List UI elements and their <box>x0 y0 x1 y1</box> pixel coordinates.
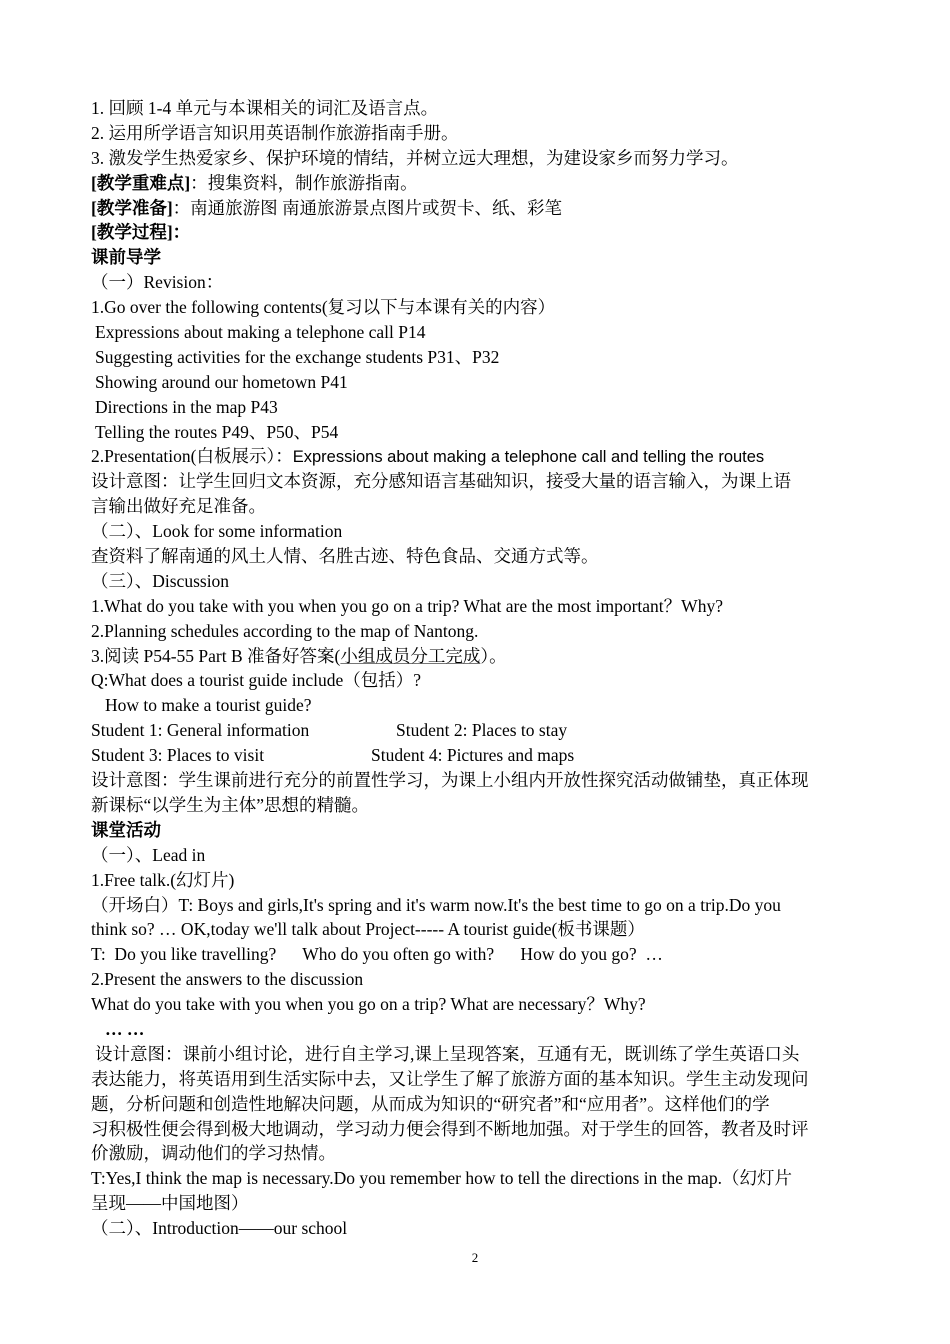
discussion-q3-underlined: 小组成员分工完成 <box>340 645 481 666</box>
lead-in-heading: （一）、Lead in <box>91 844 206 865</box>
presentation-line <box>91 444 863 469</box>
document-body <box>91 96 863 1241</box>
design-intent-3d: 习积极性便会得到极大地调动，学习动力便会得到不断地加强。对于学生的回答，教者及时评 <box>91 1118 809 1139</box>
content-directions: Directions in the map P43 <box>95 396 278 417</box>
design-intent-1a: 设计意图：让学生回归文本资源，充分感知语言基础知识，接受大量的语言输入，为课上语 <box>91 471 791 492</box>
opening-2: think so? … OK,today we'll talk about Project----- A tourist guide(板书课题） <box>91 919 645 940</box>
student-row-2 <box>91 743 863 768</box>
content-telephone: Expressions about making a telephone call P14 <box>95 322 426 343</box>
content-hometown: Showing around our hometown P41 <box>95 371 348 392</box>
question-how: How to make a tourist guide? <box>105 695 312 716</box>
student-3: Student 3: Places to visit <box>91 745 265 766</box>
student-2: Student 2: Places to stay <box>396 720 568 741</box>
objective-2: 2. 运用所学语言知识用英语制作旅游指南手册。 <box>91 122 459 143</box>
discussion-q2: 2.Planning schedules according to the map of Nantong. <box>91 620 479 641</box>
design-intent-2a: 设计意图：学生课前进行充分的前置性学习，为课上小组内开放性探究活动做铺垫，真正体现 <box>91 770 809 791</box>
content-routes: Telling the routes P49、P50、P54 <box>95 421 339 442</box>
key-difficulty <box>91 171 863 196</box>
info-text: 查资料了解南通的风土人情、名胜古迹、特色食品、交通方式等。 <box>91 546 599 567</box>
key-difficulty-label: [教学重难点] <box>91 172 191 193</box>
design-intent-3e: 价激励，调动他们的学习热情。 <box>91 1143 336 1164</box>
question-guide: Q:What does a tourist guide include（包括）? <box>91 670 421 691</box>
student-row-1 <box>91 718 863 743</box>
presentation-text: Expressions about making a telephone call and telling the routes <box>292 448 765 467</box>
design-intent-3b: 表达能力，将英语用到生活实际中去，又让学生了解了旅游方面的基本知识。学生主动发现问 <box>91 1068 809 1089</box>
discussion-q3-a: 3.阅读 P54-55 Part B 准备好答案( <box>91 645 341 666</box>
revision-heading: （一）Revision： <box>91 272 224 293</box>
design-intent-2b: 新课标“以学生为主体”思想的精髓。 <box>91 794 370 815</box>
discussion-q1: 1.What do you take with you when you go on a trip? What are the most important？Why? <box>91 595 723 616</box>
teacher-map-2: 呈现——中国地图） <box>91 1193 249 1214</box>
present-answers: 2.Present the answers to the discussion <box>91 969 364 990</box>
teaching-prep-label: [教学准备] <box>91 197 173 218</box>
revision-item-1: 1.Go over the following contents(复习以下与本课有关的内容） <box>91 297 556 318</box>
key-difficulty-text: ：搜集资料，制作旅游指南。 <box>190 172 418 193</box>
design-intent-3a: 设计意图：课前小组讨论，进行自主学习,课上呈现答案，互通有无，既训练了学生英语口头 <box>95 1043 800 1064</box>
discussion-q3-c: ）。 <box>480 645 507 666</box>
design-intent-1b: 言输出做好充足准备。 <box>91 496 266 517</box>
present-question: What do you take with you when you go on a trip? What are necessary？Why? <box>91 994 646 1015</box>
discussion-heading: （三）、Discussion <box>91 570 230 591</box>
opening-1: （开场白）T: Boys and girls,It's spring and it's warm now.It's the best time to go on a trip.Do you <box>91 894 781 915</box>
teaching-process <box>91 220 863 245</box>
section-heading-classroom: 课堂活动 <box>91 819 161 840</box>
teaching-prep-text: ：南通旅游图 南通旅游景点图片或贺卡、纸、彩笔 <box>172 197 563 218</box>
teaching-process-colon: ： <box>172 222 191 243</box>
presentation-label: 2.Presentation(白板展示）： <box>91 446 293 467</box>
teaching-prep <box>91 196 863 221</box>
page-number: 2 <box>471 1250 479 1265</box>
discussion-q3 <box>91 644 863 669</box>
teacher-map-1: T:Yes,I think the map is necessary.Do you remember how to tell the directions in the map.（幻灯片 <box>91 1168 792 1189</box>
student-4: Student 4: Pictures and maps <box>371 745 575 766</box>
teaching-process-label: [教学过程] <box>91 222 173 243</box>
teacher-questions: T: Do you like travelling? Who do you often go with? How do you go? … <box>91 944 663 965</box>
info-heading: （二）、Look for some information <box>91 521 343 542</box>
design-intent-3c: 题，分析问题和创造性地解决问题，从而成为知识的“研究者”和“应用者”。这样他们的学 <box>91 1093 770 1114</box>
student-1: Student 1: General information <box>91 720 310 741</box>
objective-3: 3. 激发学生热爱家乡、保护环境的情结，并树立远大理想，为建设家乡而努力学习。 <box>91 147 739 168</box>
section-heading-preview: 课前导学 <box>91 247 161 268</box>
ellipsis: … … <box>105 1018 145 1039</box>
objective-1: 1. 回顾 1-4 单元与本课相关的词汇及语言点。 <box>91 98 439 118</box>
free-talk: 1.Free talk.(幻灯片) <box>91 869 235 890</box>
content-activities: Suggesting activities for the exchange students P31、P32 <box>95 346 500 367</box>
introduction-heading: （二）、Introduction——our school <box>91 1218 348 1239</box>
